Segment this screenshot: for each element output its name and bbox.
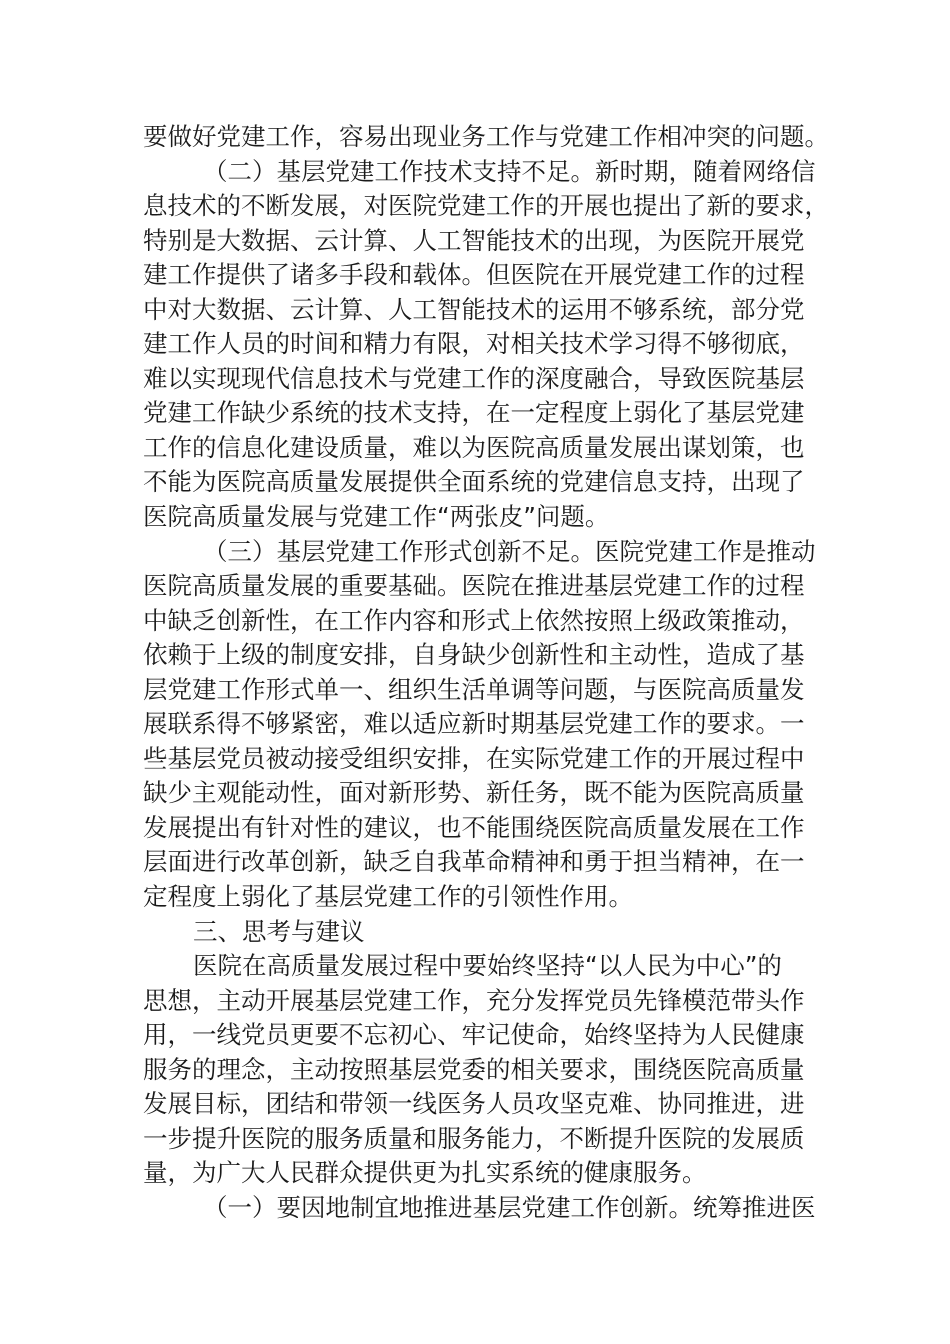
- text-line: 些基层党员被动接受组织安排，在实际党建工作的开展过程中: [143, 743, 805, 773]
- text-line: 量，为广大人民群众提供更为扎实系统的健康服务。: [143, 1158, 707, 1188]
- text-line: 缺少主观能动性，面对新形势、新任务，既不能为医院高质量: [143, 778, 805, 808]
- text-line: 医院高质量发展与党建工作“两张皮”问题。: [143, 502, 610, 532]
- text-line: （一）要因地制宜地推进基层党建工作创新。统筹推进医: [203, 1192, 816, 1222]
- text-line: 特别是大数据、云计算、人工智能技术的出现，为医院开展党: [143, 225, 805, 255]
- text-line: 息技术的不断发展，对医院党建工作的开展也提出了新的要求，: [143, 191, 829, 221]
- text-line: 层面进行改革创新，缺乏自我革命精神和勇于担当精神，在一: [143, 847, 805, 877]
- text-line: 建工作人员的时间和精力有限，对相关技术学习得不够彻底，: [143, 329, 805, 359]
- text-line: 要做好党建工作，容易出现业务工作与党建工作相冲突的问题。: [143, 122, 829, 151]
- text-line: 党建工作缺少系统的技术支持，在一定程度上弱化了基层党建: [143, 398, 805, 428]
- text-line: 中对大数据、云计算、人工智能技术的运用不够系统，部分党: [143, 294, 805, 324]
- text-line: 难以实现现代信息技术与党建工作的深度融合，导致医院基层: [143, 363, 805, 393]
- text-line: 服务的理念，主动按照基层党委的相关要求，围绕医院高质量: [143, 1054, 805, 1084]
- body-text: [143, 120, 829, 1226]
- text-line: （二）基层党建工作技术支持不足。新时期，随着网络信: [203, 156, 816, 186]
- text-line: 思想，主动开展基层党建工作，充分发挥党员先锋模范带头作: [143, 985, 805, 1015]
- text-line: 发展提出有针对性的建议，也不能围绕医院高质量发展在工作: [143, 812, 805, 842]
- section-heading: 三、思考与建议: [193, 916, 365, 946]
- text-line: 不能为医院高质量发展提供全面系统的党建信息支持，出现了: [143, 467, 805, 497]
- text-line: 中缺乏创新性，在工作内容和形式上依然按照上级政策推动，: [143, 605, 805, 635]
- text-line: 定程度上弱化了基层党建工作的引领性作用。: [143, 882, 633, 912]
- text-line: 医院高质量发展的重要基础。医院在推进基层党建工作的过程: [143, 571, 805, 601]
- text-line: 依赖于上级的制度安排，自身缺少创新性和主动性，造成了基: [143, 640, 805, 670]
- text-line: 展联系得不够紧密，难以适应新时期基层党建工作的要求。一: [143, 709, 805, 739]
- text-line: 医院在高质量发展过程中要始终坚持“以人民为中心”的: [193, 951, 782, 981]
- text-line: 工作的信息化建设质量，难以为医院高质量发展出谋划策，也: [143, 432, 805, 462]
- text-line: 用，一线党员更要不忘初心、牢记使命，始终坚持为人民健康: [143, 1020, 805, 1050]
- text-line: 一步提升医院的服务质量和服务能力，不断提升医院的发展质: [143, 1123, 805, 1153]
- text-line: 层党建工作形式单一、组织生活单调等问题，与医院高质量发: [143, 674, 805, 704]
- text-line: （三）基层党建工作形式创新不足。医院党建工作是推动: [203, 536, 816, 566]
- text-line: 发展目标，团结和带领一线医务人员攻坚克难、协同推进，进: [143, 1089, 805, 1119]
- text-line: 建工作提供了诸多手段和载体。但医院在开展党建工作的过程: [143, 260, 805, 290]
